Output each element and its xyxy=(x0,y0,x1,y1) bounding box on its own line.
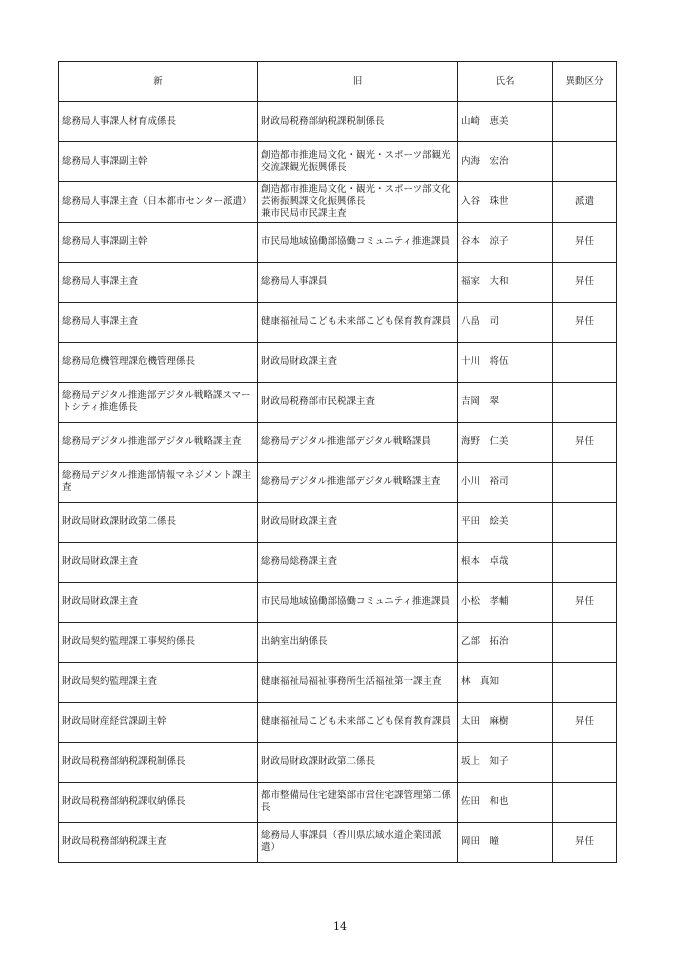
cell-new-position: 財政局財政課主査 xyxy=(59,542,258,582)
cell-transfer-type: 昇任 xyxy=(553,422,617,462)
cell-old-position: 市民局地域協働部協働コミュニティ推進課員 xyxy=(258,582,458,622)
cell-new-position: 財政局財政課主査 xyxy=(59,582,258,622)
table-row xyxy=(59,262,617,302)
table-header-row xyxy=(59,62,617,102)
cell-old-position: 財政局税務部納税課税制係長 xyxy=(258,102,458,142)
cell-transfer-type: 昇任 xyxy=(553,702,617,742)
cell-new-position: 財政局税務部納税課主査 xyxy=(59,822,258,862)
cell-old-position: 健康福祉局福祉事務所生活福祉第一課主査 xyxy=(258,662,458,702)
cell-person-name: 十川 将伍 xyxy=(458,342,553,382)
cell-new-position: 総務局デジタル推進部情報マネジメント課主査 xyxy=(59,462,258,502)
table-row xyxy=(59,782,617,822)
cell-person-name: 平田 絵美 xyxy=(458,502,553,542)
cell-transfer-type xyxy=(553,742,617,782)
cell-transfer-type xyxy=(553,102,617,142)
cell-old-position: 財政局財政課主査 xyxy=(258,342,458,382)
header-transfer-type: 異動区分 xyxy=(553,62,617,102)
cell-old-position: 財政局税務部市民税課主査 xyxy=(258,382,458,422)
cell-person-name: 林 真知 xyxy=(458,662,553,702)
cell-new-position: 総務局人事課副主幹 xyxy=(59,222,258,262)
table-row xyxy=(59,662,617,702)
table-row xyxy=(59,342,617,382)
cell-transfer-type: 昇任 xyxy=(553,822,617,862)
table-row xyxy=(59,702,617,742)
cell-transfer-type xyxy=(553,622,617,662)
cell-old-position: 財政局財政課主査 xyxy=(258,502,458,542)
cell-old-position: 都市整備局住宅建築部市営住宅課管理第二係長 xyxy=(258,782,458,822)
cell-old-position: 総務局総務課主査 xyxy=(258,542,458,582)
cell-new-position: 総務局人事課副主幹 xyxy=(59,142,258,182)
cell-transfer-type xyxy=(553,142,617,182)
table-row xyxy=(59,422,617,462)
cell-transfer-type xyxy=(553,502,617,542)
cell-old-position: 創造都市推進局文化・観光・スポーツ部観光交流課観光振興係長 xyxy=(258,142,458,182)
table-row xyxy=(59,382,617,422)
table-body xyxy=(59,102,617,863)
cell-person-name: 吉岡 翠 xyxy=(458,382,553,422)
table-row xyxy=(59,302,617,342)
table-row xyxy=(59,502,617,542)
cell-person-name: 福家 大和 xyxy=(458,262,553,302)
cell-new-position: 財政局契約監理課工事契約係長 xyxy=(59,622,258,662)
cell-transfer-type: 昇任 xyxy=(553,222,617,262)
cell-new-position: 総務局デジタル推進部デジタル戦略課スマートシティ推進係長 xyxy=(59,382,258,422)
cell-transfer-type xyxy=(553,542,617,582)
cell-old-position: 創造都市推進局文化・観光・スポーツ部文化芸術振興課文化振興係長 兼市民局市民課主査 xyxy=(258,182,458,223)
cell-transfer-type: 昇任 xyxy=(553,262,617,302)
cell-old-position: 総務局人事課員 xyxy=(258,262,458,302)
cell-person-name: 谷本 涼子 xyxy=(458,222,553,262)
table-row xyxy=(59,742,617,782)
cell-person-name: 海野 仁美 xyxy=(458,422,553,462)
header-name: 氏名 xyxy=(458,62,553,102)
cell-transfer-type xyxy=(553,462,617,502)
cell-new-position: 総務局人事課主査 xyxy=(59,302,258,342)
cell-old-position: 出納室出納係長 xyxy=(258,622,458,662)
cell-person-name: 小松 孝輔 xyxy=(458,582,553,622)
cell-transfer-type: 派遣 xyxy=(553,182,617,223)
cell-person-name: 八畠 司 xyxy=(458,302,553,342)
table-row xyxy=(59,462,617,502)
cell-old-position: 健康福祉局こども未来部こども保育教育課員 xyxy=(258,702,458,742)
table-row xyxy=(59,542,617,582)
cell-new-position: 財政局財産経営課副主幹 xyxy=(59,702,258,742)
cell-new-position: 総務局人事課人材育成係長 xyxy=(59,102,258,142)
cell-person-name: 小川 裕司 xyxy=(458,462,553,502)
cell-transfer-type: 昇任 xyxy=(553,302,617,342)
cell-new-position: 総務局人事課主査（日本都市センター派遣） xyxy=(59,182,258,223)
cell-transfer-type xyxy=(553,662,617,702)
cell-new-position: 財政局税務部納税課税制係長 xyxy=(59,742,258,782)
page-number: 14 xyxy=(333,920,347,933)
cell-person-name: 山崎 恵美 xyxy=(458,102,553,142)
cell-old-position: 総務局人事課員（香川県広域水道企業団派遣） xyxy=(258,822,458,862)
cell-person-name: 太田 麻樹 xyxy=(458,702,553,742)
table-row xyxy=(59,622,617,662)
header-old: 旧 xyxy=(258,62,458,102)
personnel-table xyxy=(58,61,617,863)
cell-new-position: 総務局デジタル推進部デジタル戦略課主査 xyxy=(59,422,258,462)
table-row xyxy=(59,582,617,622)
cell-old-position: 総務局デジタル推進部デジタル戦略課主査 xyxy=(258,462,458,502)
cell-person-name: 佐田 和也 xyxy=(458,782,553,822)
table-row xyxy=(59,102,617,142)
cell-old-position: 健康福祉局こども未来部こども保育教育課員 xyxy=(258,302,458,342)
table-row xyxy=(59,182,617,223)
cell-transfer-type: 昇任 xyxy=(553,582,617,622)
cell-person-name: 根本 卓哉 xyxy=(458,542,553,582)
cell-new-position: 財政局財政課財政第二係長 xyxy=(59,502,258,542)
cell-new-position: 総務局人事課主査 xyxy=(59,262,258,302)
cell-old-position: 総務局デジタル推進部デジタル戦略課員 xyxy=(258,422,458,462)
table-row xyxy=(59,142,617,182)
cell-new-position: 財政局税務部納税課収納係長 xyxy=(59,782,258,822)
cell-person-name: 岡田 瞳 xyxy=(458,822,553,862)
cell-new-position: 財政局契約監理課主査 xyxy=(59,662,258,702)
cell-person-name: 乙部 拓治 xyxy=(458,622,553,662)
header-new: 新 xyxy=(59,62,258,102)
cell-person-name: 坂上 知子 xyxy=(458,742,553,782)
cell-transfer-type xyxy=(553,382,617,422)
cell-person-name: 内海 宏治 xyxy=(458,142,553,182)
cell-old-position: 財政局財政課財政第二係長 xyxy=(258,742,458,782)
table-row xyxy=(59,222,617,262)
table-row xyxy=(59,822,617,862)
cell-old-position: 市民局地域協働部協働コミュニティ推進課員 xyxy=(258,222,458,262)
cell-person-name: 入谷 珠世 xyxy=(458,182,553,223)
cell-transfer-type xyxy=(553,342,617,382)
cell-new-position: 総務局危機管理課危機管理係長 xyxy=(59,342,258,382)
cell-transfer-type xyxy=(553,782,617,822)
